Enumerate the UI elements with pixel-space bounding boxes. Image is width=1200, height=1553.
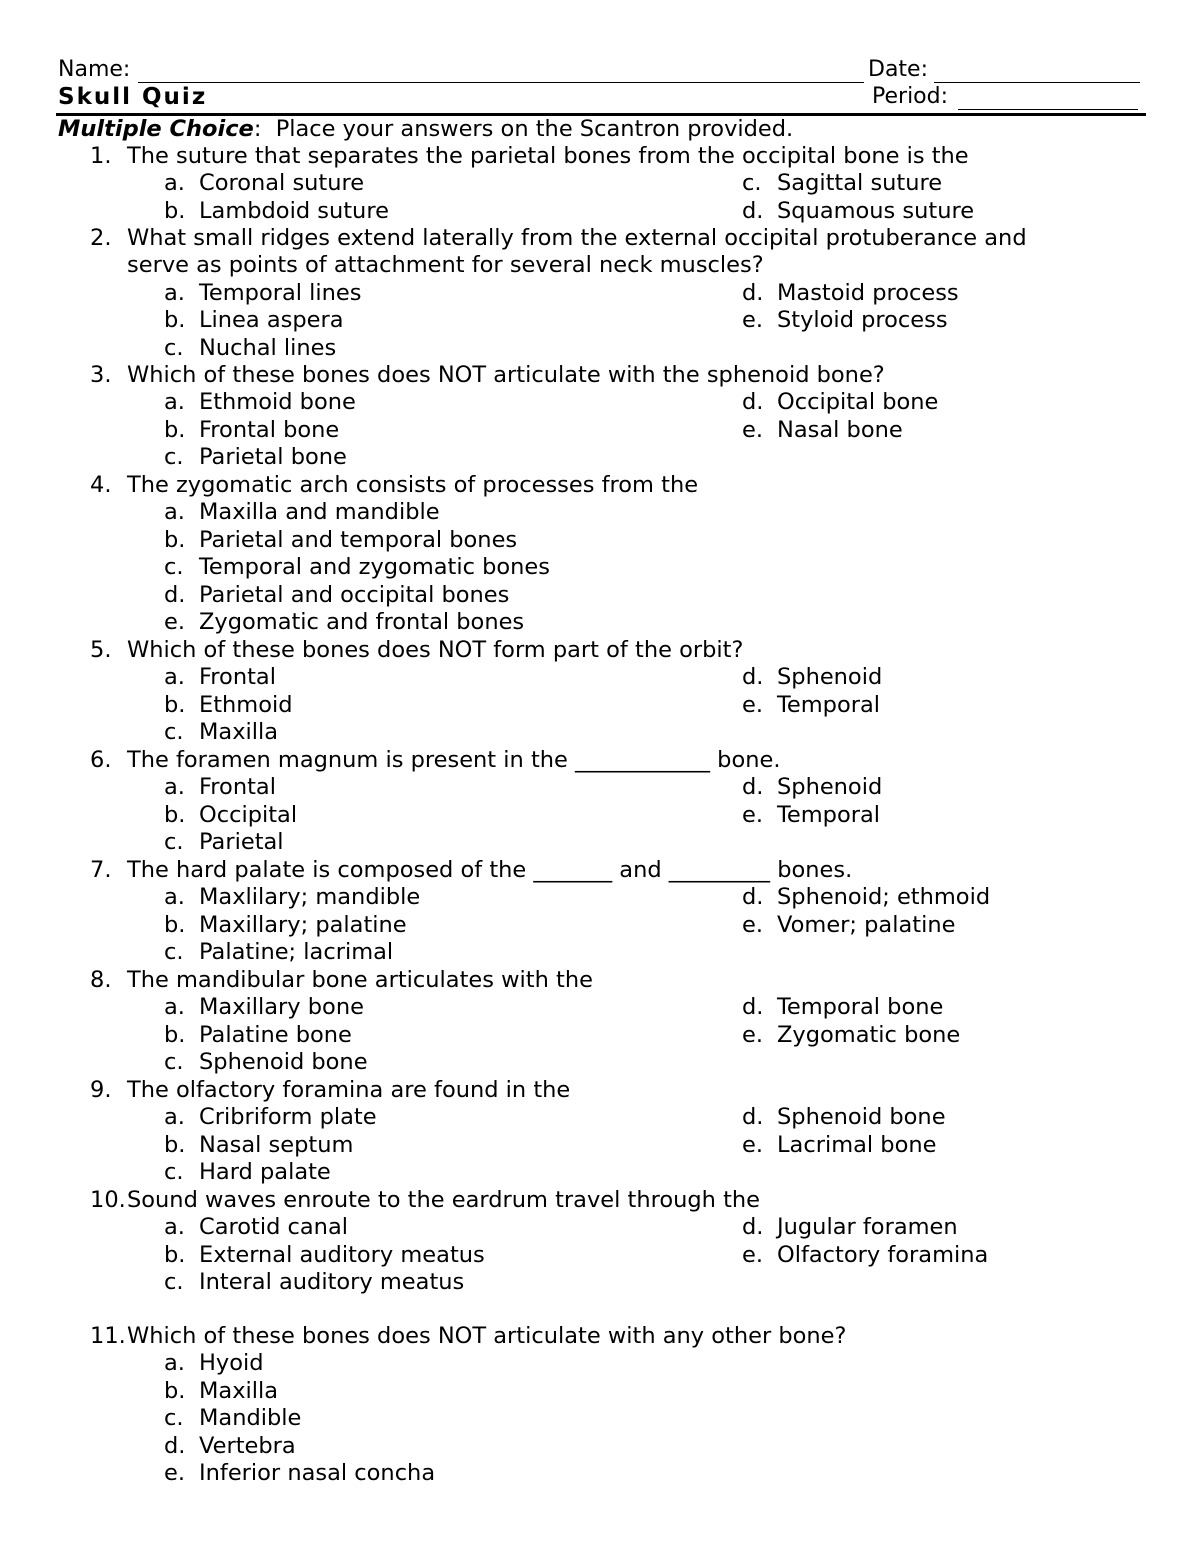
option-text: Frontal [199,664,276,691]
option-text: Squamous suture [777,197,975,224]
option-text: Parietal bone [199,444,347,471]
question-number: 3. [90,362,112,388]
option-text: Temporal and zygomatic bones [199,554,551,581]
question-text: The hard palate is composed of the _______ and _________ bones. [127,857,853,883]
question-number: 9. [90,1077,112,1103]
option-text: Mastoid process [777,279,959,306]
option-text: Maxilla [199,1377,279,1404]
option-letter: c. [164,1159,184,1186]
option-text: Sagittal suture [777,170,943,197]
option-text: Lacrimal bone [777,1131,937,1158]
question-text: Which of these bones does NOT articulate with the sphenoid bone? [127,362,885,388]
option-text: Sphenoid; ethmoid [777,884,991,911]
option-letter: d. [742,1104,764,1131]
option-text: Cribriform plate [199,1104,377,1131]
period-blank[interactable] [958,109,1138,110]
option-letter: d. [742,994,764,1021]
option-letter: b. [164,526,186,553]
period-label: Period: [872,84,949,109]
option-text: Interal auditory meatus [199,1269,465,1296]
name-date-row [58,56,1144,84]
option-text: Palatine; lacrimal [199,939,394,966]
option-letter: e. [742,1131,763,1158]
option-text: Sphenoid [777,774,883,801]
option-letter: c. [164,1269,184,1296]
option-text: Linea aspera [199,307,344,334]
option-letter: a. [164,499,185,526]
option-text: Carotid canal [199,1214,348,1241]
option-letter: c. [164,334,184,361]
question-text: The olfactory foramina are found in the [127,1077,571,1103]
option-letter: b. [164,1241,186,1268]
option-letter: d. [742,664,764,691]
option-letter: c. [164,554,184,581]
option-text: Nuchal lines [199,334,337,361]
option-text: Coronal suture [199,170,365,197]
option-letter: e. [742,911,763,938]
option-letter: a. [164,1350,185,1377]
option-text: Temporal bone [777,994,944,1021]
option-letter: a. [164,170,185,197]
option-letter: a. [164,279,185,306]
option-text: Olfactory foramina [777,1241,989,1268]
option-text: Frontal bone [199,416,340,443]
option-letter: b. [164,1131,186,1158]
option-letter: b. [164,197,186,224]
option-letter: d. [742,197,764,224]
question-number: 8. [90,967,112,993]
option-letter: a. [164,664,185,691]
option-letter: c. [742,170,762,197]
name-blank[interactable] [138,82,864,83]
option-letter: d. [742,389,764,416]
option-letter: d. [164,581,186,608]
quiz-title: Skull Quiz [58,84,208,110]
option-letter: e. [742,691,763,718]
option-text: Nasal bone [777,416,903,443]
option-text: Jugular foramen [777,1214,958,1241]
option-text: Lambdoid suture [199,197,389,224]
option-letter: a. [164,994,185,1021]
option-letter: d. [742,1214,764,1241]
option-text: Sphenoid [777,664,883,691]
option-letter: c. [164,829,184,856]
section-heading: Multiple Choice [58,116,254,142]
date-label: Date: [868,57,928,82]
question-number: 1. [90,143,112,169]
option-text: Nasal septum [199,1131,354,1158]
question-number: 2. [90,225,112,251]
option-letter: c. [164,1049,184,1076]
option-letter: b. [164,801,186,828]
option-text: Ethmoid [199,691,293,718]
option-letter: e. [742,1241,763,1268]
option-text: Temporal [777,691,881,718]
option-text: Maxilla and mandible [199,499,440,526]
option-letter: b. [164,911,186,938]
option-text: Temporal [777,801,881,828]
question-text: The foramen magnum is present in the ____________ bone. [127,747,781,773]
option-text: Zygomatic bone [777,1021,961,1048]
option-letter: c. [164,939,184,966]
option-letter: b. [164,1377,186,1404]
option-text: Maxillary bone [199,994,364,1021]
question-text: The mandibular bone articulates with the [127,967,593,993]
option-text: Styloid process [777,307,948,334]
option-letter: e. [164,609,185,635]
option-letter: e. [742,307,763,334]
option-text: Occipital bone [777,389,939,416]
option-letter: c. [164,719,184,746]
option-text: Hyoid [199,1350,264,1377]
option-text: Maxilla [199,719,279,746]
option-text: Palatine bone [199,1021,352,1048]
instructions [58,115,793,143]
question-number: 6. [90,747,112,773]
name-label: Name: [58,57,131,82]
question-text: The suture that separates the parietal bones from the occipital bone is the [127,143,969,169]
question-text: What small ridges extend laterally from the external occipital protuberance and [127,225,1027,251]
question-number: 4. [90,472,112,498]
option-letter: a. [164,1214,185,1241]
option-text: Ethmoid bone [199,389,356,416]
option-letter: a. [164,1104,185,1131]
period-field [872,83,948,111]
option-text: Hard palate [199,1159,331,1186]
option-letter: e. [164,1460,185,1486]
option-text: Sphenoid bone [199,1049,368,1076]
option-letter: d. [742,774,764,801]
option-text: Zygomatic and frontal bones [199,609,525,635]
option-letter: e. [742,801,763,828]
option-letter: a. [164,774,185,801]
date-blank[interactable] [934,82,1140,83]
option-letter: a. [164,884,185,911]
option-text: Occipital [199,801,298,828]
option-text: Temporal lines [199,279,362,306]
question-text: Which of these bones does NOT form part of the orbit? [127,637,744,663]
option-text: Parietal [199,829,284,856]
option-text: Vertebra [199,1432,296,1459]
option-letter: d. [742,279,764,306]
option-letter: e. [742,416,763,443]
option-text: Parietal and temporal bones [199,526,518,553]
option-letter: d. [742,884,764,911]
question-text: The zygomatic arch consists of processes from the [127,472,699,498]
question-number: 10. [90,1187,126,1213]
option-letter: b. [164,307,186,334]
option-text: Sphenoid bone [777,1104,946,1131]
option-letter: c. [164,444,184,471]
option-text: Parietal and occipital bones [199,581,510,608]
option-letter: b. [164,691,186,718]
instructions-text: : Place your answers on the Scantron provided. [253,116,794,142]
question-text: serve as points of attachment for several neck muscles? [127,252,764,279]
option-text: Mandible [199,1405,302,1432]
question-number: 11. [90,1323,126,1349]
option-text: Frontal [199,774,276,801]
option-letter: e. [742,1021,763,1048]
question-text: Sound waves enroute to the eardrum travel through the [127,1187,760,1213]
option-letter: d. [164,1432,186,1459]
option-text: Inferior nasal concha [199,1460,436,1486]
question-number: 7. [90,857,112,883]
option-letter: c. [164,1405,184,1432]
option-letter: b. [164,416,186,443]
option-text: Maxlilary; mandible [199,884,421,911]
option-letter: a. [164,389,185,416]
option-text: Maxillary; palatine [199,911,407,938]
option-text: External auditory meatus [199,1241,485,1268]
option-letter: b. [164,1021,186,1048]
option-text: Vomer; palatine [777,911,956,938]
question-number: 5. [90,637,112,663]
question-text: Which of these bones does NOT articulate with any other bone? [127,1323,847,1349]
